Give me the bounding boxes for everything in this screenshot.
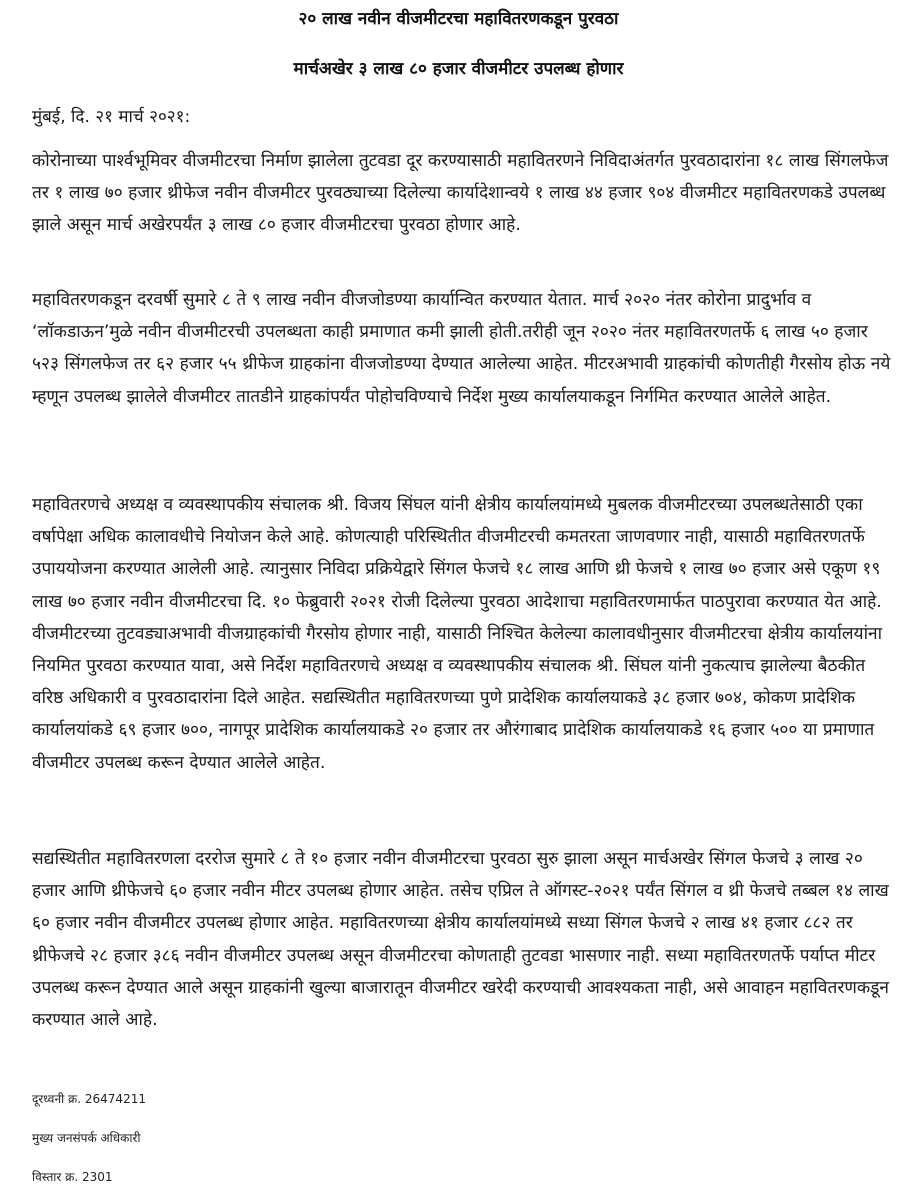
- paragraph-4: सद्यस्थितीत महावितरणला दररोज सुमारे ८ ते १० हजार नवीन वीजमीटरचा पुरवठा सुरु झाला असून मार्चअखेर सिंगल फेजचे ३ लाख २० हजार आणि थ्रीफेजचे ६० हजार नवीन मीटर उपलब्ध होणार आहेत. तसेच एप्रिल ते ऑगस्ट-२०२१ पर्यंत सिंगल व थ्री फेजचे तब्बल १४ लाख ६० हजार नवीन वीजमीटर उपलब्ध होणार आहेत. महावितरणच्या क्षेत्रीय कार्यालयांमध्ये सध्या सिंगल फेजचे २ लाख ४१ हजार ८८२ तर थ्रीफेजचे २८ हजार ३८६ नवीन वीजमीटर उपलब्ध असून वीजमीटरचा कोणताही तुटवडा भासणार नाही. सध्या महावितरणतर्फे पर्याप्त मीटर उपलब्ध करून देण्यात आले असून ग्राहकांनी खुल्या बाजारातून वीजमीटर खरेदी करण्याची आवश्यकता नाही, असे आवाहन महावितरणकडून करण्यात आले आहे.: [32, 849, 889, 1031]
- page-subtitle: मार्चअखेर ३ लाख ८० हजार वीजमीटर उपलब्ध होणार: [293, 59, 624, 79]
- paragraph-2: महावितरणकडून दरवर्षी सुमारे ८ ते ९ लाख नवीन वीजजोडण्या कार्यान्वित करण्यात येतात. मार्च २०२० नंतर कोरोना प्रादुर्भाव व ‘लॉकडाऊन’मुळे नवीन वीजमीटरची उपलब्धता काही प्रमाणात कमी झाली होती.तरीही जून २०२० नंतर महावितरणतर्फे ६ लाख ५० हजार ५२३ सिंगलफेज तर ६२ हजार ५५ थ्रीफेज ग्राहकांना वीजजोडण्या देण्यात आलेल्या आहेत. मीटरअभावी ग्राहकांची कोणतीही गैरसोय होऊ नये म्हणून उपलब्ध झालेले वीजमीटर तातडीने ग्राहकांपर्यंत पोहोचविण्याचे निर्देश मुख्य कार्यालयाकडून निर्गमित करण्यात आलेले आहेत.: [32, 290, 891, 407]
- page-title: २० लाख नवीन वीजमीटरचा महावितरणकडून पुरवठा: [298, 9, 619, 29]
- footer-extension: विस्तार क्र. 2301: [32, 1170, 113, 1184]
- paragraph-1: कोरोनाच्या पार्श्वभूमिवर वीजमीटरचा निर्माण झालेला तुटवडा दूर करण्यासाठी महावितरणने निविदाअंतर्गत पुरवठादारांना १८ लाख सिंगलफेज तर १ लाख ७० हजार थ्रीफेज नवीन वीजमीटर पुरवठ्याच्या दिलेल्या कार्यादेशान्वये १ लाख ४४ हजार ९०४ वीजमीटर महावितरणकडे उपलब्ध झाले असून मार्च अखेरपर्यंत ३ लाख ८० हजार वीजमीटरचा पुरवठा होणार आहे.: [32, 151, 889, 236]
- footer-phone: दूरध्वनी क्र. 26474211: [32, 1092, 146, 1106]
- footer-officer: मुख्य जनसंपर्क अधिकारी: [32, 1131, 141, 1145]
- dateline: मुंबई, दि. २१ मार्च २०२१:: [32, 107, 191, 127]
- paragraph-3: महावितरणचे अध्यक्ष व व्यवस्थापकीय संचालक श्री. विजय सिंघल यांनी क्षेत्रीय कार्यालयांमध्ये मुबलक वीजमीटरच्या उपलब्धतेसाठी एका वर्षापेक्षा अधिक कालावधीचे नियोजन केले आहे. कोणत्याही परिस्थितीत वीजमीटरची कमतरता जाणवणार नाही, यासाठी महावितरणतर्फे उपाययोजना करण्यात आलेली आहे. त्यानुसार निविदा प्रक्रियेद्वारे सिंगल फेजचे १८ लाख आणि थ्री फेजचे १ लाख ७० हजार असे एकूण १९ लाख ७० हजार नवीन वीजमीटरचा दि. १० फेब्रुवारी २०२१ रोजी दिलेल्या पुरवठा आदेशाचा महावितरणमार्फत पाठपुरावा करण्यात येत आहे. वीजमीटरच्या तुटवड्याअभावी वीजग्राहकांची गैरसोय होणार नाही, यासाठी निश्चित केलेल्या कालावधीनुसार वीजमीटरचा क्षेत्रीय कार्यालयांना नियमित पुरवठा करण्यात यावा, असे निर्देश महावितरणचे अध्यक्ष व व्यवस्थापकीय संचालक श्री. सिंघल यांनी नुकत्याच झालेल्या बैठकीत वरिष्ठ अधिकारी व पुरवठादारांना दिले आहेत. सद्यस्थितीत महावितरणच्या पुणे प्रादेशिक कार्यालयाकडे ३८ हजार ७०४, कोकण प्रादेशिक कार्यालयांकडे ६९ हजार ७००, नागपूर प्रादेशिक कार्यालयाकडे २० हजार तर औरंगाबाद प्रादेशिक कार्यालयाकडे १६ हजार ५०० या प्रमाणात वीजमीटर उपलब्ध करून देण्यात आलेले आहेत.: [32, 495, 883, 773]
